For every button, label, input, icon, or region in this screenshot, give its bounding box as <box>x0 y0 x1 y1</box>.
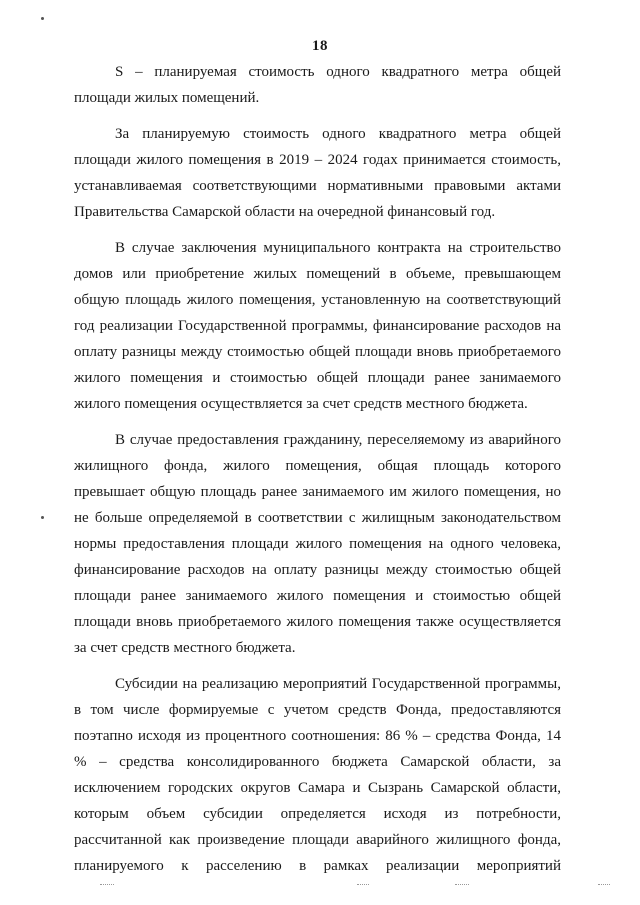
scan-edge-mark <box>455 884 469 895</box>
page-number: 18 <box>312 38 328 54</box>
document-body <box>74 59 561 879</box>
scan-edge-mark <box>357 884 369 895</box>
paragraph: Субсидии на реализацию мероприятий Государственной программы, в том числе формируемые с учетом средств Фонда, предоставляются поэтапно исходя из процентного соотношения: 86 % – средства Фонда, 14 % – средства консолидированного бюджета Самарской области, за исключением городских округов Самара и Сызрань Самарской области, которым объем субсидии определяется исходя из потребности, рассчитанной как произведение площади аварийного жилищного фонда, планируемого к расселению в рамках реализации мероприятий <box>74 676 561 874</box>
scan-edge-mark <box>100 884 114 895</box>
scan-speck <box>41 516 44 519</box>
paragraph: За планируемую стоимость одного квадратного метра общей площади жилого помещения в 2019 – 2024 годах принимается стоимость, устанавливаемая соответствующими нормативными правовыми актами Правительства Самарской области на очередной финансовый год. <box>74 126 561 220</box>
scan-edge-mark <box>598 884 610 895</box>
scan-speck <box>41 17 44 20</box>
paragraph: S – планируемая стоимость одного квадратного метра общей площади жилых помещений. <box>74 64 561 106</box>
paragraph: В случае предоставления гражданину, переселяемому из аварийного жилищного фонда, жилого помещения, общая площадь которого превышает общую площадь ранее занимаемого им жилого помещения, но не больше определяемой в соответствии с жилищным законодательством нормы предоставления площади жилого помещения на одного человека, финансирование расходов на оплату разницы между стоимостью общей площади ранее занимаемого жилого помещения и стоимостью общей площади вновь приобретаемого жилого помещения также осуществляется за счет средств местного бюджета. <box>74 432 561 656</box>
paragraph: В случае заключения муниципального контракта на строительство домов или приобретение жилых помещений в объеме, превышающем общую площадь жилого помещения, установленную на соответствующий год реализации Государственной программы, финансирование расходов на оплату разницы между стоимостью общей площади вновь приобретаемого жилого помещения и стоимостью общей площади ранее занимаемого жилого помещения осуществляется за счет средств местного бюджета. <box>74 240 561 412</box>
